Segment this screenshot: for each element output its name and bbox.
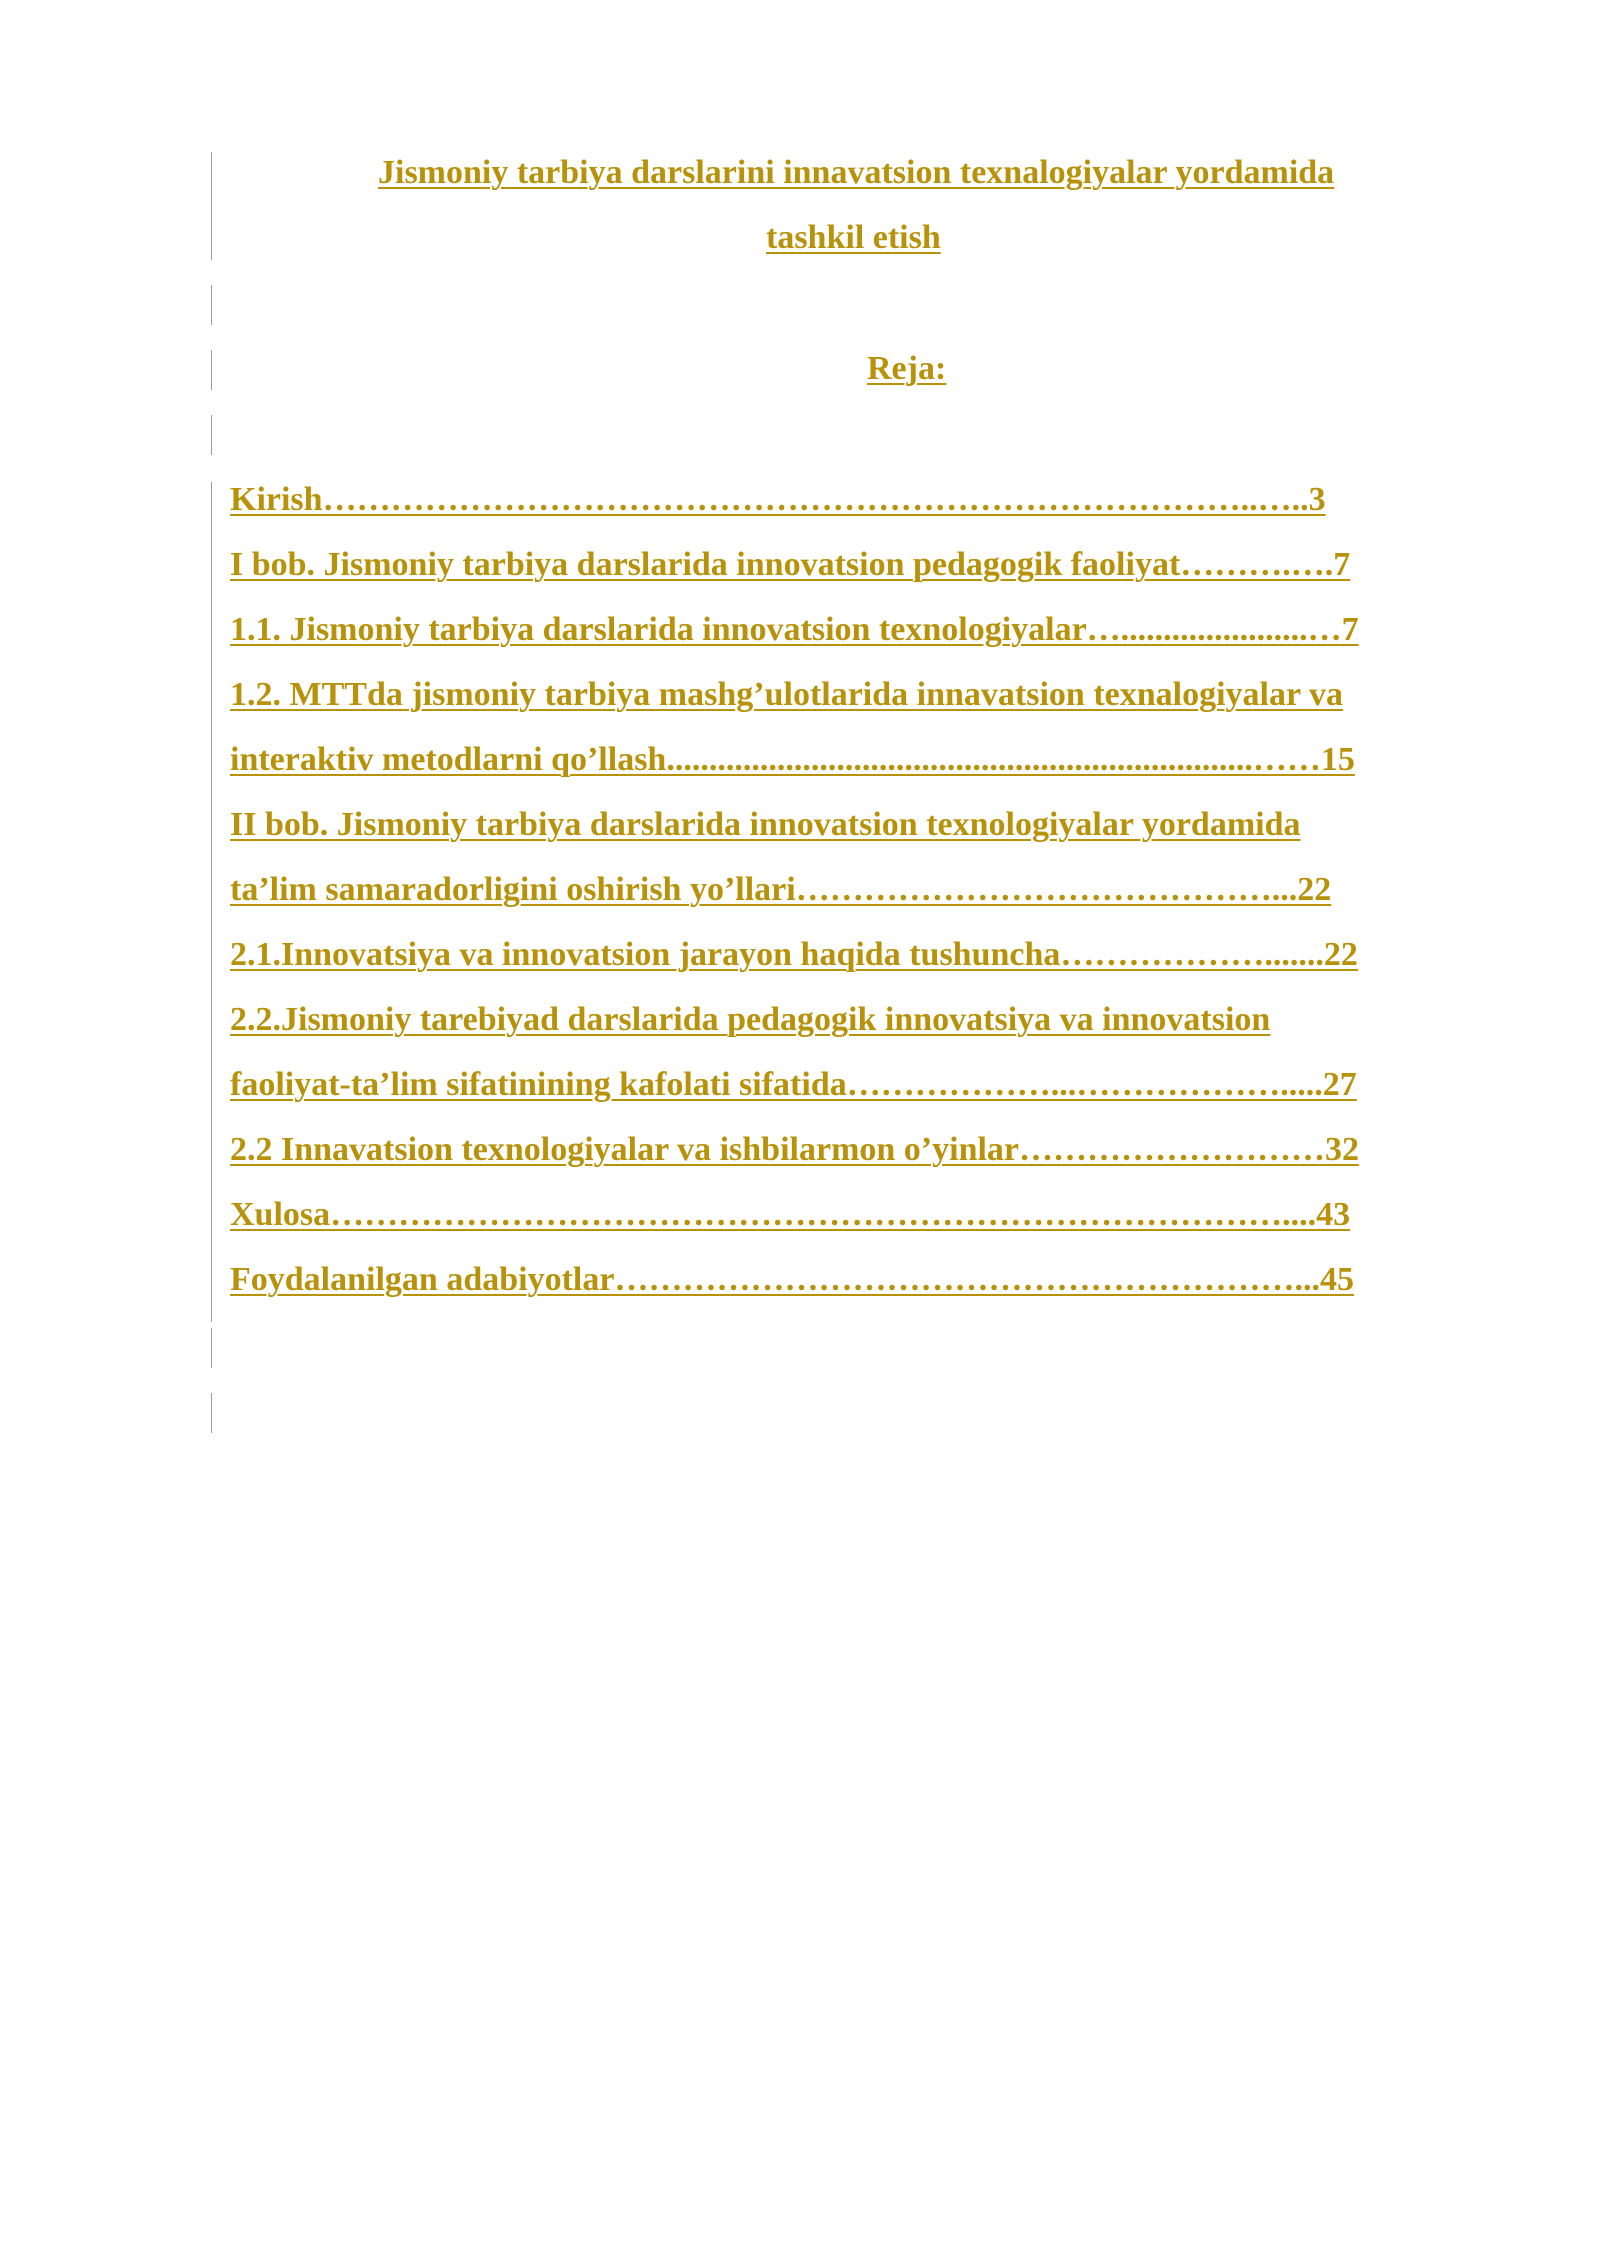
toc-entry-text[interactable]: 2.2.Jismoniy tarebiyad darslarida pedagogik innovatsiya va innovatsion [230,1001,1271,1038]
toc-entry-chapter-2-line-1[interactable] [230,803,1301,847]
toc-entry-chapter-1[interactable] [230,543,1350,587]
toc-entry-section-1-1[interactable] [230,608,1359,652]
toc-entry-text[interactable]: 1.2. MTTda jismoniy tarbiya mashg’ulotlarida innavatsion texnalogiyalar va [230,676,1343,713]
margin-bar [211,415,212,455]
toc-entry-section-2-1[interactable] [230,933,1358,977]
toc-entry-section-1-2-line-2[interactable] [230,738,1355,782]
toc-entry-conclusion[interactable] [230,1193,1350,1237]
document-title-text: tashkil etish [766,219,941,256]
toc-entry-introduction[interactable] [230,478,1326,522]
plan-heading-text: Reja: [867,350,947,387]
toc-entry-references[interactable] [230,1258,1354,1302]
toc-entry-section-1-2-line-1[interactable] [230,673,1343,717]
toc-entry-section-2-2b[interactable] [230,1128,1359,1172]
toc-entry-text[interactable]: faoliyat-ta’lim sifatinining kafolati sifatida………………...……………….....27 [230,1066,1357,1103]
toc-entry-text[interactable]: ta’lim samaradorligini oshirish yo’llari……………………………………...22 [230,871,1332,908]
toc-entry-section-2-2-line-1[interactable] [230,998,1270,1042]
margin-bar [211,285,212,325]
toc-entry-text[interactable]: 2.1.Innovatsiya va innovatsion jarayon haqida tushuncha……………….......22 [230,936,1358,973]
plan-heading [867,347,946,391]
toc-entry-text[interactable]: II bob. Jismoniy tarbiya darslarida innovatsion texnologiyalar yordamida [230,806,1301,843]
margin-bar [211,482,212,1322]
toc-entry-text[interactable]: 2.2 Innavatsion texnologiyalar va ishbilarmon o’yinlar………………………32 [230,1131,1360,1168]
document-title-line-1 [378,151,1334,195]
toc-entry-text[interactable]: Xulosa…………………………………………………………………………....43 [230,1196,1351,1233]
margin-bar [211,152,212,260]
toc-entry-text[interactable]: Foydalanilgan adabiyotlar……………………………………………………...45 [230,1261,1354,1298]
toc-entry-text[interactable]: interaktiv metodlarni qo’llash.....................................................................……15 [230,741,1355,778]
toc-entry-text[interactable]: I bob. Jismoniy tarbiya darslarida innovatsion pedagogik faoliyat……….….7 [230,546,1351,583]
toc-entry-section-2-2-line-2[interactable] [230,1063,1357,1107]
toc-entry-chapter-2-line-2[interactable] [230,868,1331,912]
margin-bar [211,1328,212,1368]
margin-bar [211,350,212,390]
document-title-text: Jismoniy tarbiya darslarini innavatsion texnalogiyalar yordamida [378,154,1335,191]
toc-entry-text[interactable]: 1.1. Jismoniy tarbiya darslarida innovatsion texnologiyalar…......................…7 [230,611,1359,648]
document-title-line-2 [766,216,941,260]
margin-bar [211,1393,212,1433]
toc-entry-text[interactable]: Kirish………………………………………………………………………..…..3 [230,481,1326,518]
